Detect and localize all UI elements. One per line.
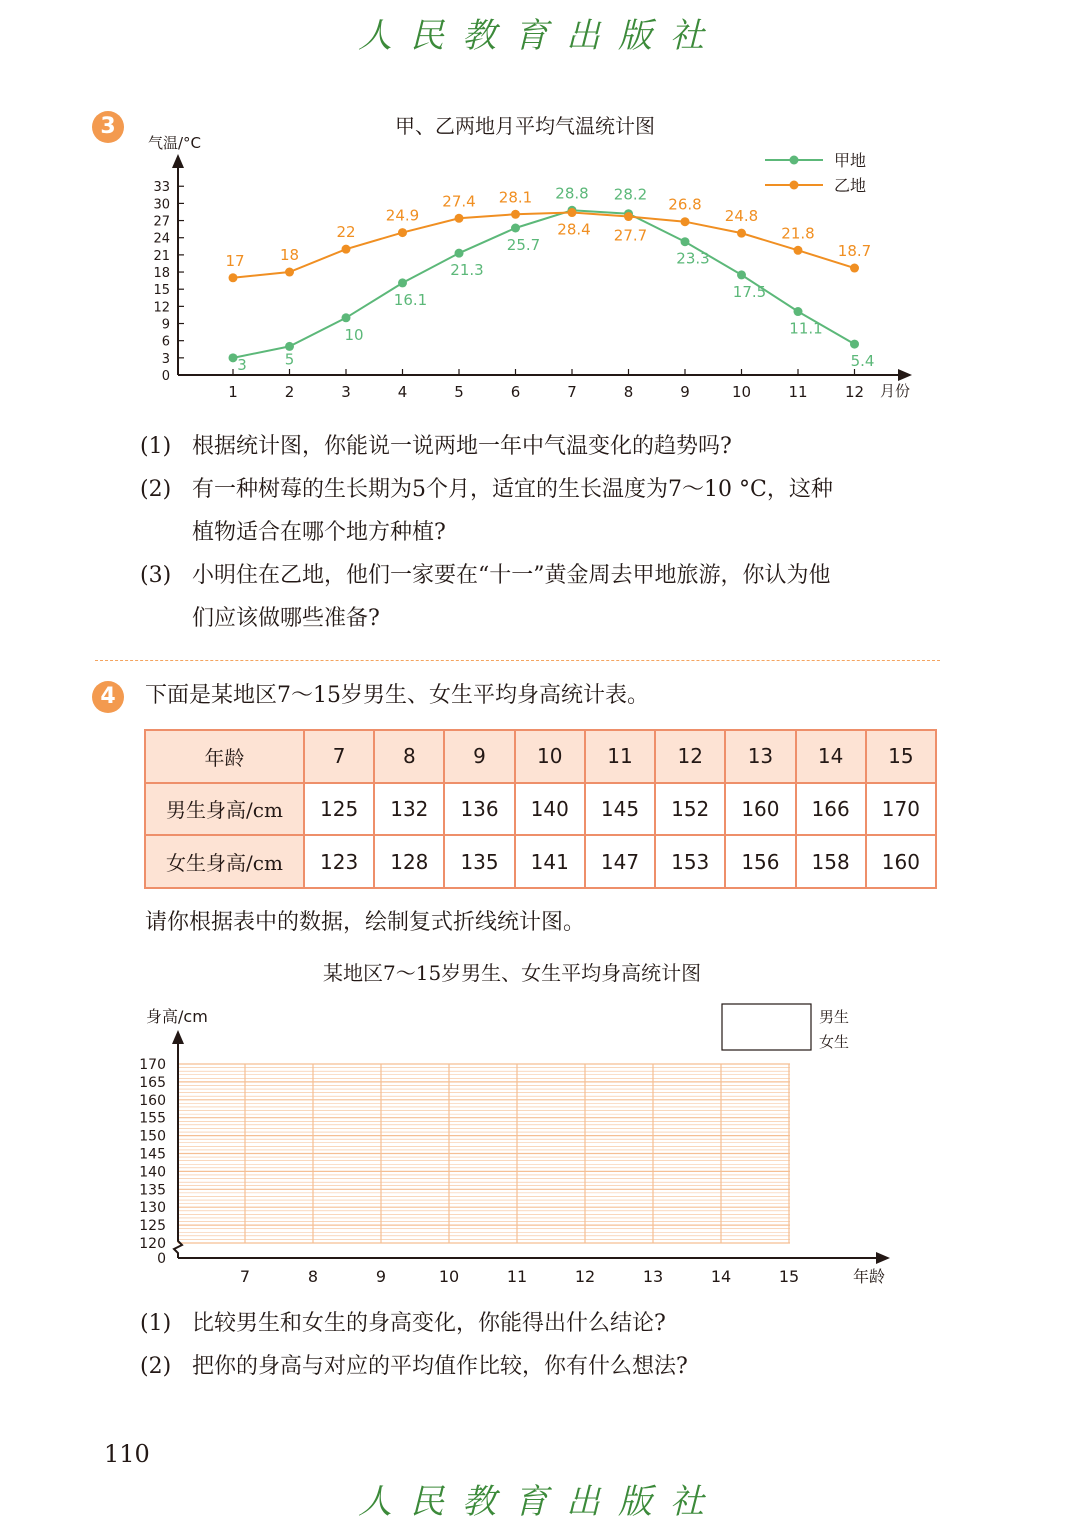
data-label-jia: 11.1 xyxy=(789,319,823,338)
table-cell: 11 xyxy=(585,730,655,783)
question-number: (2) xyxy=(140,1354,172,1379)
series-line-yi xyxy=(233,213,855,278)
y-axis-label: 身高/cm xyxy=(146,1007,208,1026)
y-tick-label: 0 xyxy=(157,1251,166,1267)
y-tick-label: 21 xyxy=(153,248,170,264)
y-tick-label: 15 xyxy=(153,283,170,299)
data-label-yi: 27.4 xyxy=(442,192,476,211)
height-chart-title: 某地区7～15岁男生、女生平均身高统计图 xyxy=(323,961,702,985)
problem-3-badge: 3 xyxy=(92,111,124,143)
y-tick-label: 24 xyxy=(153,231,170,247)
data-point xyxy=(511,223,520,232)
table-cell: 15 xyxy=(866,730,936,783)
table-cell: 7 xyxy=(304,730,374,783)
data-point xyxy=(229,273,238,282)
x-axis-arrow xyxy=(898,369,912,381)
legend-box xyxy=(722,1004,811,1050)
x-tick-label: 11 xyxy=(788,383,808,401)
x-tick-label: 1 xyxy=(228,383,238,401)
question-line xyxy=(140,520,446,546)
y-tick-label: 135 xyxy=(139,1182,166,1199)
x-axis-label: 年龄 xyxy=(853,1267,886,1286)
y-tick-label: 18 xyxy=(153,266,170,282)
data-point xyxy=(285,268,294,277)
y-tick-label: 170 xyxy=(139,1057,166,1073)
y-axis-arrow xyxy=(172,154,184,168)
data-point xyxy=(511,210,520,219)
y-tick-label: 125 xyxy=(139,1218,166,1235)
data-label-yi: 24.9 xyxy=(385,206,420,225)
x-tick-label: 8 xyxy=(307,1267,319,1286)
data-point xyxy=(681,237,690,246)
x-tick-label: 11 xyxy=(506,1267,528,1286)
y-tick-label: 155 xyxy=(139,1110,166,1127)
row-header: 年龄 xyxy=(145,730,304,783)
table-cell: 147 xyxy=(585,835,655,888)
question-line xyxy=(140,434,732,460)
table-row xyxy=(145,730,936,783)
table-cell: 136 xyxy=(444,783,514,836)
x-tick-label: 14 xyxy=(710,1267,732,1286)
data-label-jia: 16.1 xyxy=(393,290,428,309)
table-cell: 10 xyxy=(515,730,585,783)
y-tick-label: 9 xyxy=(161,317,170,333)
question-text: 们应该做哪些准备? xyxy=(192,606,380,631)
data-label-jia: 17.5 xyxy=(732,282,767,301)
table-cell: 166 xyxy=(796,783,866,836)
data-point xyxy=(850,264,859,273)
question-line xyxy=(140,1354,688,1380)
x-tick-label: 5 xyxy=(454,383,464,401)
page-number: 110 xyxy=(104,1440,150,1468)
legend-label: 甲地 xyxy=(834,151,867,170)
chart-instruction: 请你根据表中的数据，绘制复式折线统计图。 xyxy=(145,910,586,935)
data-label-yi: 18.7 xyxy=(837,242,872,261)
data-label-jia: 25.7 xyxy=(506,235,541,254)
table-cell: 13 xyxy=(725,730,795,783)
question-number: (1) xyxy=(140,1311,172,1336)
x-tick-label: 8 xyxy=(623,383,634,401)
x-tick-label: 7 xyxy=(567,383,577,401)
table-cell: 128 xyxy=(374,835,444,888)
data-label-jia: 3 xyxy=(237,355,247,374)
legend-marker xyxy=(790,156,799,165)
height-chart-blank-grid xyxy=(0,995,1080,1295)
table-cell: 8 xyxy=(374,730,444,783)
data-label-yi: 18 xyxy=(279,246,300,265)
temperature-chart-title: 甲、乙两地月平均气温统计图 xyxy=(395,114,655,138)
data-label-jia: 5 xyxy=(284,350,295,369)
y-tick-label: 160 xyxy=(139,1092,166,1109)
table-row xyxy=(145,835,936,888)
y-tick-label: 27 xyxy=(153,214,170,230)
data-label-jia: 10 xyxy=(344,325,364,344)
question-number: (1) xyxy=(140,434,172,459)
data-point xyxy=(681,217,690,226)
x-tick-label: 15 xyxy=(778,1267,800,1286)
question-text: 有一种树莓的生长期为5个月，适宜的生长温度为7～10 °C，这种 xyxy=(192,477,833,502)
data-point xyxy=(624,212,633,221)
data-label-yi: 22 xyxy=(336,223,356,242)
table-cell: 160 xyxy=(866,835,936,888)
legend-label: 乙地 xyxy=(834,176,867,195)
x-tick-label: 7 xyxy=(239,1267,251,1286)
legend-label: 女生 xyxy=(819,1033,850,1051)
data-label-yi: 28.1 xyxy=(498,188,533,207)
question-line xyxy=(140,1311,666,1337)
data-label-jia: 21.3 xyxy=(450,261,484,280)
data-label-yi: 27.7 xyxy=(613,226,648,245)
question-text: 小明住在乙地，他们一家要在“十一”黄金周去甲地旅游，你认为他 xyxy=(192,563,831,588)
section-divider xyxy=(95,660,940,661)
data-point xyxy=(794,307,803,316)
y-tick-label: 6 xyxy=(161,334,170,350)
data-point xyxy=(342,245,351,254)
data-label-jia: 23.3 xyxy=(676,249,710,268)
data-label-yi: 17 xyxy=(225,251,245,270)
y-tick-label: 145 xyxy=(139,1146,166,1163)
data-label-yi: 26.8 xyxy=(668,195,702,214)
publisher-header: 人民教育出版社 xyxy=(358,16,722,56)
x-tick-label: 13 xyxy=(642,1267,664,1286)
data-label-jia: 28.8 xyxy=(555,184,589,203)
y-axis-arrow xyxy=(172,1030,184,1044)
data-point xyxy=(455,249,464,258)
table-cell: 123 xyxy=(304,835,374,888)
x-tick-label: 3 xyxy=(341,383,351,401)
y-tick-label: 30 xyxy=(153,197,170,213)
question-number: (3) xyxy=(140,563,172,588)
x-tick-label: 9 xyxy=(680,383,690,401)
y-axis-label: 气温/°C xyxy=(148,134,202,152)
y-tick-label: 165 xyxy=(139,1074,166,1091)
table-cell: 140 xyxy=(515,783,585,836)
x-axis-arrow xyxy=(876,1252,890,1264)
legend-label: 男生 xyxy=(819,1008,850,1026)
table-cell: 156 xyxy=(725,835,795,888)
table-cell: 158 xyxy=(796,835,866,888)
problem-4-intro: 下面是某地区7～15岁男生、女生平均身高统计表。 xyxy=(145,683,649,708)
row-header: 男生身高/cm xyxy=(145,783,304,836)
row-header: 女生身高/cm xyxy=(145,835,304,888)
table-cell: 12 xyxy=(655,730,725,783)
data-label-yi: 28.4 xyxy=(557,220,591,239)
y-tick-label: 3 xyxy=(161,351,170,367)
question-line xyxy=(140,563,831,589)
table-cell: 135 xyxy=(444,835,514,888)
x-tick-label: 9 xyxy=(375,1267,387,1286)
question-line xyxy=(140,477,833,503)
problem-4-badge: 4 xyxy=(92,681,124,713)
data-point xyxy=(342,313,351,322)
y-tick-label: 150 xyxy=(139,1128,166,1145)
data-point xyxy=(794,246,803,255)
table-cell: 170 xyxy=(866,783,936,836)
x-tick-label: 6 xyxy=(510,383,521,401)
table-row xyxy=(145,783,936,836)
question-number: (2) xyxy=(140,477,172,502)
y-tick-label: 130 xyxy=(139,1200,166,1217)
height-data-table xyxy=(144,729,937,889)
question-text: 植物适合在哪个地方种植? xyxy=(192,520,446,545)
data-label-jia: 28.2 xyxy=(613,185,648,204)
table-cell: 152 xyxy=(655,783,725,836)
question-line xyxy=(140,606,380,632)
y-tick-label: 0 xyxy=(161,369,170,384)
table-cell: 160 xyxy=(725,783,795,836)
data-point xyxy=(850,340,859,349)
question-text: 把你的身高与对应的平均值作比较，你有什么想法? xyxy=(192,1354,688,1379)
data-point xyxy=(229,353,238,362)
table-cell: 132 xyxy=(374,783,444,836)
data-point xyxy=(455,214,464,223)
table-cell: 14 xyxy=(796,730,866,783)
y-tick-label: 33 xyxy=(153,180,170,196)
data-point xyxy=(398,228,407,237)
x-tick-label: 10 xyxy=(438,1267,460,1286)
data-label-yi: 24.8 xyxy=(724,207,759,226)
data-label-yi: 21.8 xyxy=(781,224,815,243)
temperature-line-chart xyxy=(0,130,1080,410)
x-tick-label: 2 xyxy=(284,383,295,401)
publisher-footer: 人民教育出版社 xyxy=(358,1482,722,1522)
x-tick-label: 12 xyxy=(844,383,865,401)
y-tick-label: 140 xyxy=(139,1164,166,1181)
data-point xyxy=(737,229,746,238)
x-tick-label: 10 xyxy=(731,383,752,401)
table-cell: 125 xyxy=(304,783,374,836)
y-tick-label: 120 xyxy=(139,1236,166,1252)
data-point xyxy=(737,270,746,279)
legend-marker xyxy=(790,181,799,190)
x-tick-label: 12 xyxy=(574,1267,596,1286)
x-axis-label: 月份 xyxy=(880,382,911,400)
question-text: 根据统计图，你能说一说两地一年中气温变化的趋势吗? xyxy=(192,434,732,459)
table-cell: 145 xyxy=(585,783,655,836)
y-tick-label: 12 xyxy=(153,300,170,316)
data-point xyxy=(568,208,577,217)
table-cell: 141 xyxy=(515,835,585,888)
x-tick-label: 4 xyxy=(397,383,408,401)
table-cell: 153 xyxy=(655,835,725,888)
data-point xyxy=(398,278,407,287)
question-text: 比较男生和女生的身高变化，你能得出什么结论? xyxy=(192,1311,666,1336)
table-cell: 9 xyxy=(444,730,514,783)
data-label-jia: 5.4 xyxy=(850,352,875,371)
